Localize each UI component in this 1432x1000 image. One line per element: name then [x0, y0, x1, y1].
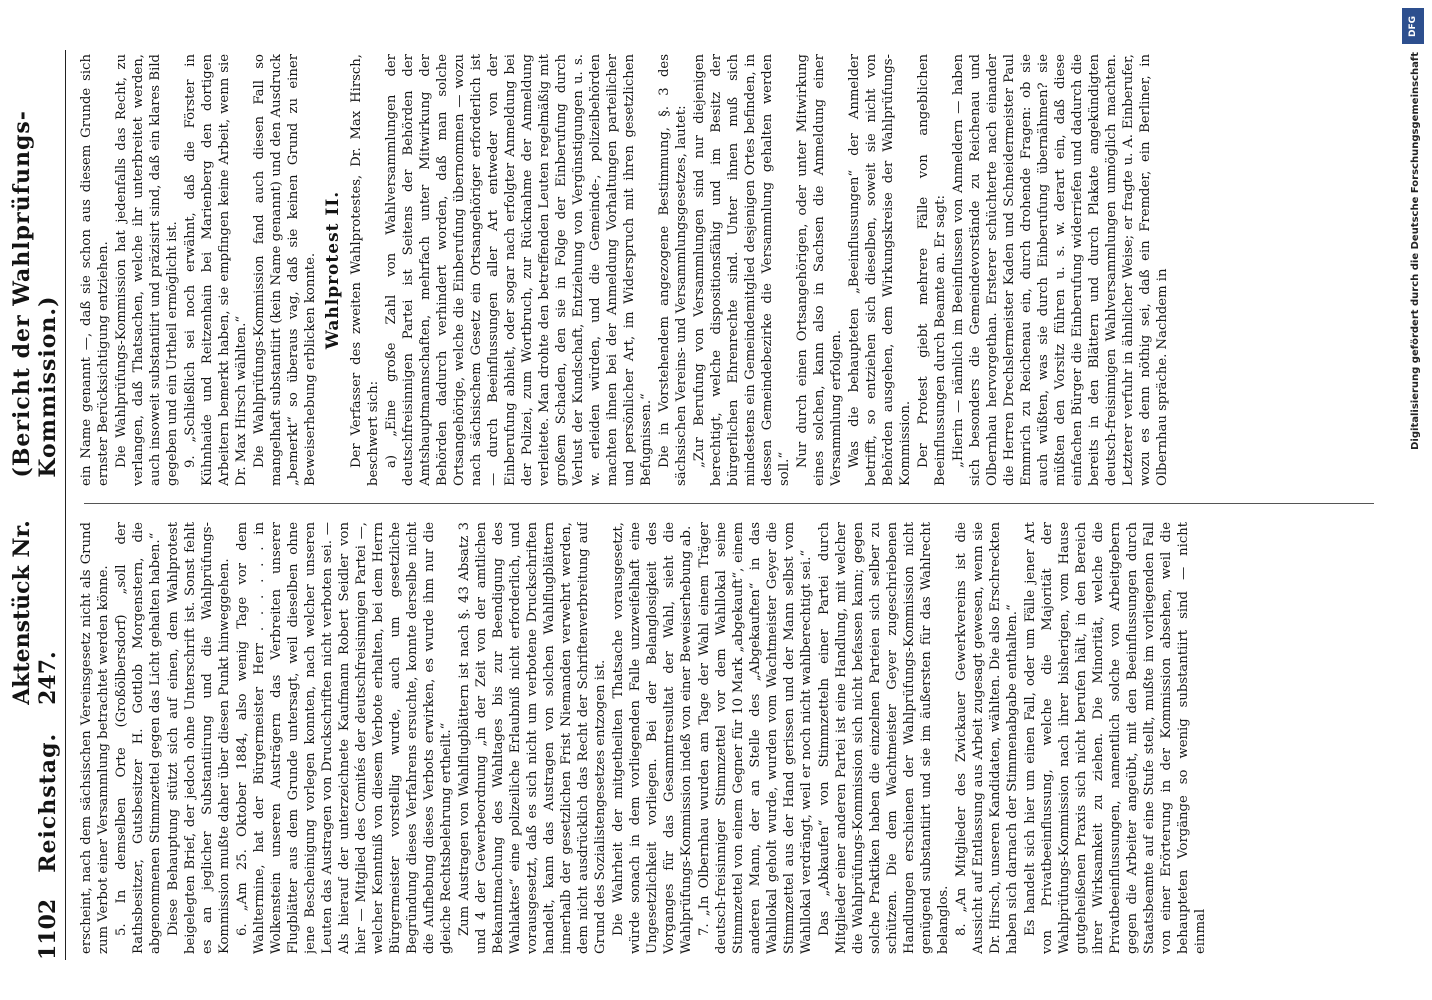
paragraph: „Hierin — nämlich im Beeinflussen von Anmeldern — haben sich besonders die Gemeindevorstände zu Reichenau und Olbernhau hervorgethan. Ersterer schüchterte nach einander die Herren Drechslermeister Kaden und Schneidermeister Paul Emmrich zu Reichenau ein, durch drohende Fragen: ob sie auch wüßten, was sie durch Einberufung übernähmen? sie müßten den Vorsitz führen u. s. w. derart ein, daß diese einfachen Bürger die Einberufung widerriefen und dadurch die bereits in den Blättern und durch Plakate angekündigten deutsch-freisinnigen Wahlversammlungen unmöglich machten. Letzterer verfuhr in ähnlicher Weise; er fragte u. A. Einberufer, wozu es denn nöthig sei, daß ein Fremder, ein Berliner, in Olbernhau spräche. Nachdem in: [951, 54, 1170, 486]
paragraph: erscheint, nach dem sächsischen Vereinsgesetz nicht als Grund zum Verbot einer Versammlung betrachtet werden könne.: [79, 522, 111, 954]
page-number: 1102: [35, 898, 61, 960]
paragraph: Die Wahlprüfungs-Kommission fand auch diesen Fall so mangelhaft substantiirt (kein Name genannt) und den Ausdruck „bemerkt“ so überaus vag, daß sie keinen Grund zu einer Beweiserhebung erblicken konnte.: [252, 54, 318, 486]
right-text-column: [78, 54, 1378, 486]
digitization-sidebar: [1402, 8, 1424, 992]
paragraph: Der Verfasser des zweiten Wahlprotestes, Dr. Max Hirsch, beschwert sich:: [349, 54, 381, 486]
dfg-logo-badge: DFG: [1402, 8, 1424, 44]
paragraph: Die Wahrheit der mitgetheilten Thatsache vorausgesetzt, würde sonach in dem vorliegenden Falle unzweifelhaft eine Ungesetzlichkeit vorliegen. Bei der Belanglosigkeit des Vorganges für das Gesammtresultat der Wahl, sieht die Wahlprüfungs-Kommission indeß von einer Beweiserhebung ab.: [611, 522, 694, 954]
paragraph: Der Protest giebt mehrere Fälle von angeblichen Beeinflussungen durch Beamte an. Er sagt:: [916, 54, 948, 486]
paragraph: 9. „Schließlich sei noch erwähnt, daß die Förster in Kühnhaide und Reitzenhain bei Marienberg den dortigen Arbeitern bemerkt haben, sie empfingen keine Arbeit, wenn sie Dr. Max Hirsch wählten.“: [183, 54, 249, 486]
digitization-credit: Digitalisierung gefördert durch die Deutsche Forschungsgemeinschaft: [1410, 52, 1421, 450]
paragraph: Was die behaupteten „Beeinflussungen“ der Anmelder betrifft, so entziehen sich dieselben, soweit sie nicht von Behörden ausgehen, dem Wirkungskreise der Wahlprüfungs-Kommission.: [847, 54, 913, 486]
paragraph: 6. „Am 25. Oktober 1884, also wenig Tage vor dem Wahltermine, hat der Bürgermeister Herr . . . . . . in Wolkenstein unseren Austrägern das Verbreiten unserer Flugblätter aus dem Grunde untersagt, weil dieselben ohne jene Bescheinigung vorlegen konnten, nach welcher unseren Leuten das Austragen von Druckschriften nicht verboten sei. — Als hierauf der unterzeichnete Kaufmann Robert Seidler von hier — Mitglied des Comités der deutschfreisinnigen Partei —, welcher Kenntniß von diesem Verbote erhalten, bei dem Herrn Bürgermeister vorstellig wurde, auch um gesetzliche Begründung dieses Verfahrens ersuchte, konnte derselbe nicht die Aufhebung dieses Verbots erwirken, es wurde ihm nur die gleiche Rechtsbelehrung ertheilt.“: [235, 522, 454, 954]
paragraph: 5. In demselben Orte (Großölbersdorf) „soll der Rathsbesitzer, Gutsbesitzer H. Gottlob Morgenstern, die abgenommenen Stimmzettel gegen das Licht gehalten haben.“: [114, 522, 163, 954]
header-document-number: Aktenstück Nr. 247.: [9, 520, 61, 705]
paragraph: Diese Behauptung stützt sich auf einen, dem Wahlprotest beigelegten Brief, der jedoch ohne Unterschrift ist. Sonst fehlt es an jeglicher Substantiirung und die Wahlprüfungs-Kommission mußte daher über diesen Punkt hinweggehen.: [166, 522, 232, 954]
paragraph: Die Wahlprüfungs-Kommission hat jedenfalls das Recht, zu verlangen, daß Thatsachen, welche ihr unterbreitet werden, auch insoweit substantiirt und präzisirt sind, daß ein klares Bild gegeben und ein Urtheil ermöglicht ist.: [114, 54, 180, 486]
paragraph: ein Name genannt —, daß sie schon aus diesem Grunde sich ernster Berücksichtigung entziehen.: [79, 54, 111, 486]
left-text-column: [78, 522, 1378, 954]
section-heading: Wahlprotest II.: [323, 190, 343, 350]
paragraph: Zum Austragen von Wahlflugblättern ist nach §. 43 Absatz 3 und 4 der Gewerbeordnung „in der Zeit von der amtlichen Bekanntmachung des Wahltages bis zur Beendigung des Wahlaktes“ eine polizeiliche Erlaubniß nicht erforderlich, und vorausgesetzt, daß es sich nicht um verbotene Druckschriften handelt, kann das Austragen von solchen Wahlflugblättern innerhalb der gesetzlichen Frist Niemanden verwehrt werden, dem nicht ausdrücklich das Recht der Schriftenverbreitung auf Grund des Sozialistengesetzes entzogen ist.: [457, 522, 608, 954]
paragraph: Die in Vorstehendem angezogene Bestimmung, §. 3 des sächsischen Vereins- und Versammlungsgesetzes, lautet:: [657, 54, 689, 486]
header-report-title: (Bericht der Wahlprüfungs-Kommission.): [9, 110, 61, 478]
paragraph: 8. „An Mitglieder des Zwickauer Gewerkvereins ist die Aussicht auf Entlassung aus Arbeit zugesagt gewesen, wenn sie Dr. Hirsch, unseren Kandidaten, wählten. Die also Erschreckten haben sich darnach der Stimmenabgabe enthalten.“: [954, 522, 1020, 954]
paragraph: a) „Eine große Zahl von Wahlversammlungen der deutschfreisinnigen Partei ist Seitens der Behörden der Amtshauptmannschaften, mehrfach unter Mitwirkung der Behörden dadurch verhindert worden, daß man solche Ortsangehörige, welche die Einberufung übernommen — wozu nach sächsischem Gesetz ein Ortsangehöriger erforderlich ist — durch Beeinflussungen aller Art entweder von der Einberufung abhielt, oder sogar nach erfolgter Anmeldung bei der Polizei, zum Wortbruch, zur Rücknahme der Anmeldung verleitete. Man drohte den betreffenden Leuten regelmäßig mit großem Schaden, den sie in Folge der Einberufung durch Verlust der Kundschaft, Entziehung von Vergünstigungen u. s. w. erleiden würden, und die Gemeinde-, polizeibehörden machten ihnen bei der Anmeldung Vorhaltungen parteilicher und persönlicher Art, im Widerspruch mit ihren gesetzlichen Befugnissen.“: [384, 54, 654, 486]
page-header: [9, 50, 66, 960]
column-divider: [84, 503, 1374, 504]
paragraph: Es handelt sich hier um einen Fall, oder um Fälle jener Art von Privatbeeinflussung, welche die Majorität der Wahlprüfungs-Kommission nach ihrer bisherigen, vom Hause gutgeheißenen Praxis sich nicht berufen hält, in den Bereich ihrer Wirksamkeit zu ziehen. Die Minorität, welche die Privatbeeinflussungen, namentlich solche von Arbeitgebern gegen die Arbeiter angeübt, mit den Beeinflussungen durch Staatsbeamte auf eine Stufe stellt, mußte im vorliegenden Fall von einer Erörterung in der Kommission absehen, weil die behaupteten Vorgänge so wenig substantiirt sind — nicht einmal: [1023, 522, 1208, 954]
header-source: Reichstag.: [35, 732, 61, 873]
paragraph: Nur durch einen Ortsangehörigen, oder unter Mitwirkung eines solchen, kann also in Sachsen die Anmeldung einer Versammlung erfolgen.: [795, 54, 844, 486]
paragraph: 7. „In Olbernhau wurden am Tage der Wahl einem Träger deutsch-freisinniger Stimmzettel vor dem Wahllokal seine Stimmzettel von einem Gegner für 10 Mark „abgekauft“, einem anderen Mann, der an Stelle des „Abgekauften“ in das Wahllokal geholt wurde, wurden vom Wachtmeister Geyer die Stimmzettel aus der Hand gerissen und der Mann selbst vom Wahllokal verdrängt, weil er noch nicht wahlberechtigt sei.“: [697, 522, 814, 954]
paragraph: „Zur Berufung von Versammlungen sind nur diejenigen berechtigt, welche dispositionsfähig und im Besitz der bürgerlichen Ehrenrechte sind. Unter ihnen muß sich mindestens ein Gemeindemitglied desjenigen Ortes befinden, in dessen Gemeindebezirke die Versammlung gehalten werden soll.“: [692, 54, 792, 486]
paragraph: Das „Abkaufen“ von Stimmzetteln einer Partei durch Mitglieder einer anderen Partei ist eine Handlung, mit welcher die Wahlprüfungs-Kommission sich nicht befassen kann; gegen solche Praktiken haben die einzelnen Parteien sich selber zu schützen. Die dem Wachtmeister Geyer zugeschriebenen Handlungen erschienen der Wahlprüfungs-Kommission nicht genügend substantiirt und sie im äußersten für das Wahlrecht belanglos.: [817, 522, 951, 954]
